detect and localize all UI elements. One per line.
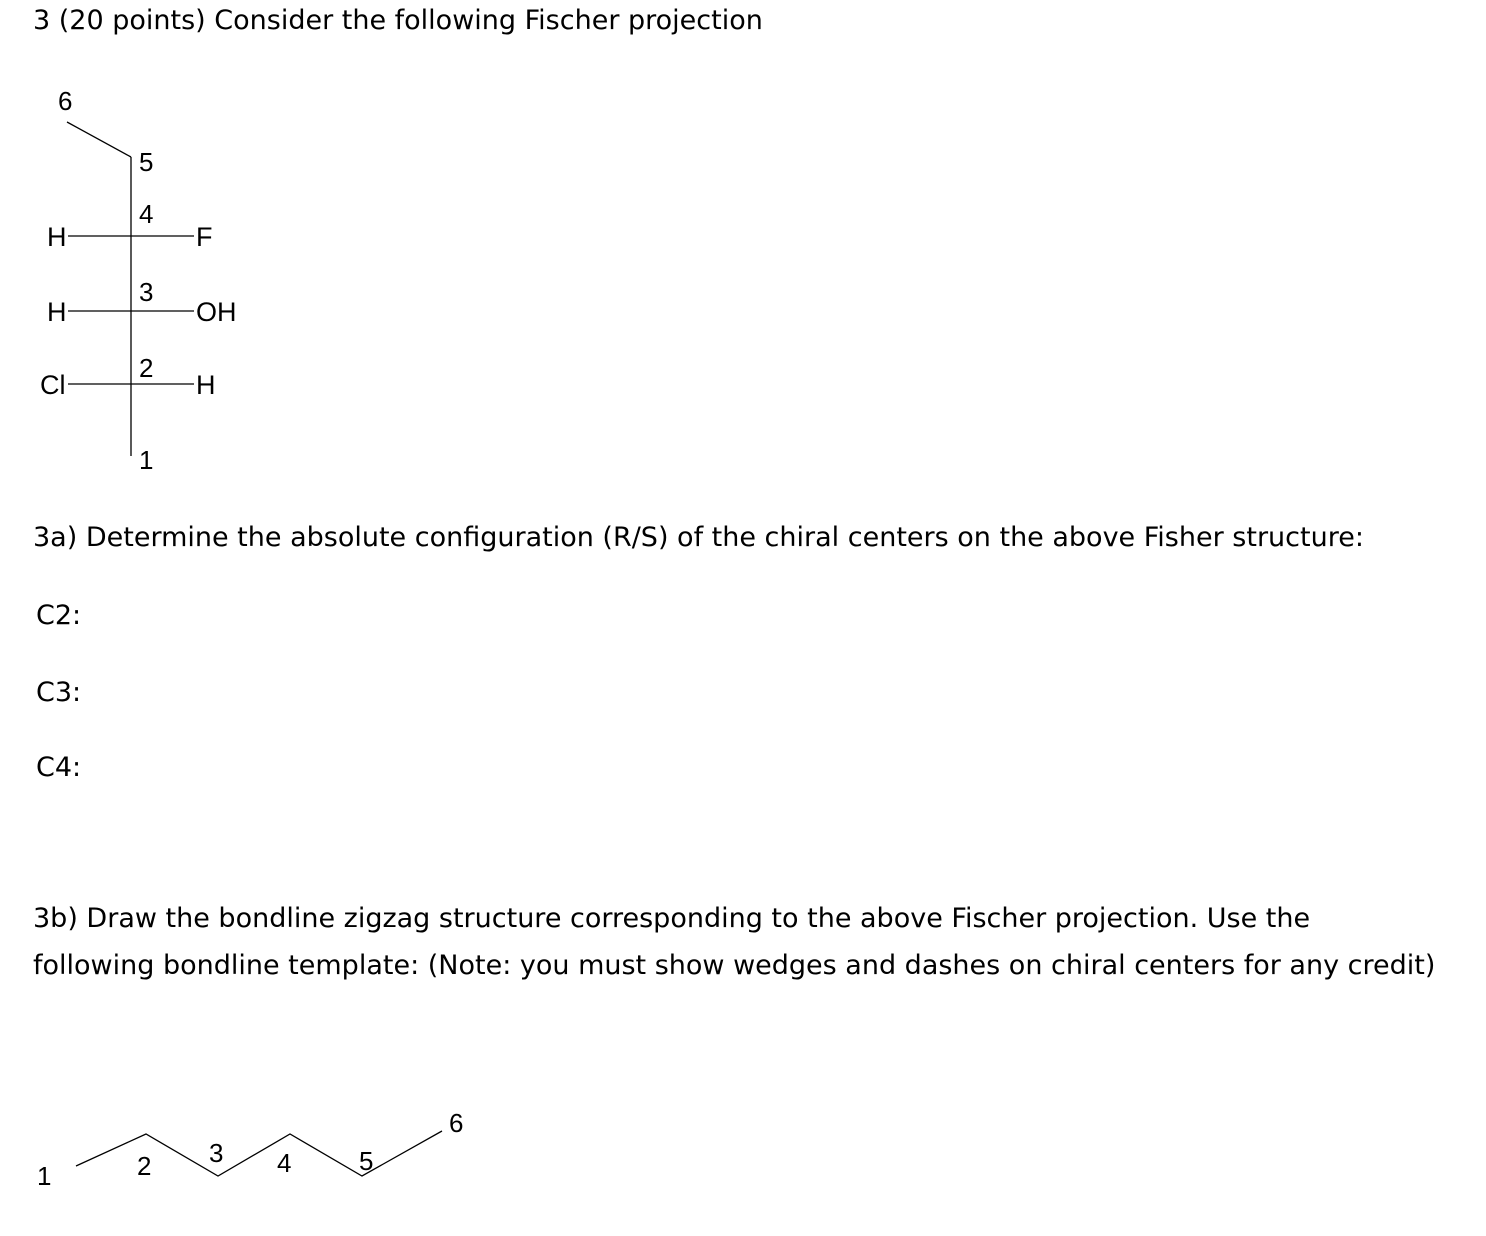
question-3b-prompt-line1: 3b) Draw the bondline zigzag structure corresponding to the above Fischer projection. Use the [33, 903, 1311, 934]
carbon-label-2: 2 [139, 353, 154, 383]
carbon-label-1: 1 [139, 445, 154, 475]
carbon-label-6: 6 [58, 86, 73, 116]
zigzag-chain [76, 1131, 442, 1176]
template-carbon-label-4: 4 [277, 1148, 292, 1178]
template-carbon-label-3: 3 [209, 1138, 224, 1168]
answer-label-c3: C3: [36, 677, 82, 708]
template-carbon-label-1: 1 [37, 1161, 52, 1191]
carbon-label-3: 3 [139, 277, 154, 307]
template-carbon-label-5: 5 [359, 1146, 374, 1176]
bond-c6-c5 [67, 122, 131, 157]
substituent-c3-left: H [47, 297, 67, 327]
bondline-template [0, 1090, 500, 1200]
substituent-c3-right: OH [196, 297, 237, 327]
carbon-label-4: 4 [139, 199, 154, 229]
carbon-label-5: 5 [139, 147, 154, 177]
fischer-projection [0, 70, 320, 490]
answer-label-c2: C2: [36, 600, 82, 631]
answer-label-c4: C4: [36, 752, 82, 783]
question-3b-prompt-line2: following bondline template: (Note: you must show wedges and dashes on chiral centers for any credit) [33, 950, 1436, 981]
substituent-c2-left: Cl [40, 370, 66, 400]
template-carbon-label-2: 2 [137, 1151, 152, 1181]
substituent-c4-left: H [47, 222, 67, 252]
question-title: 3 (20 points) Consider the following Fischer projection [33, 5, 763, 36]
template-carbon-label-6: 6 [449, 1108, 464, 1138]
question-3a-prompt: 3a) Determine the absolute configuration (R/S) of the chiral centers on the above Fisher structure: [33, 522, 1364, 553]
substituent-c4-right: F [196, 222, 213, 252]
substituent-c2-right: H [196, 370, 216, 400]
